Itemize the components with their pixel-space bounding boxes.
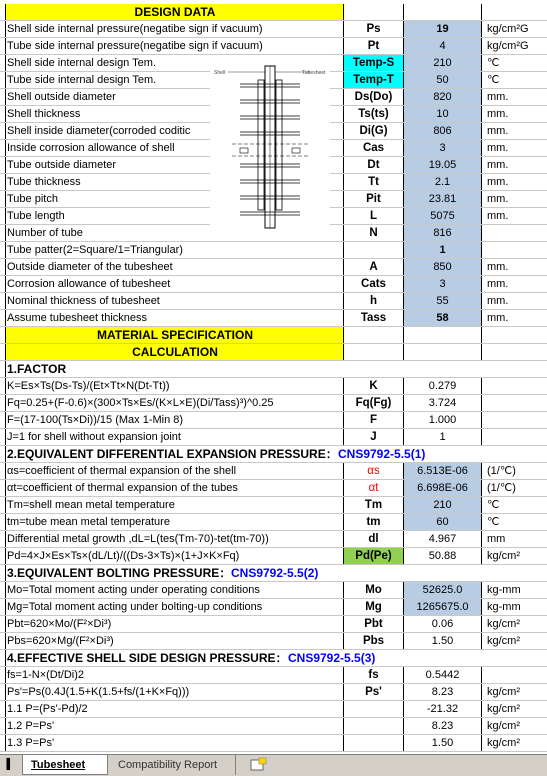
sheet-row [0, 361, 547, 378]
cell-unit[interactable]: ℃ [481, 55, 547, 71]
tubesheet-drawing [210, 62, 330, 232]
cell-unit[interactable] [481, 225, 547, 241]
cell-description[interactable]: Pbt=620×Mo/(F²×Di³) [5, 616, 343, 632]
cell-value[interactable]: 19.05 [403, 157, 481, 173]
cell-value[interactable]: 6.698E-06 [403, 480, 481, 496]
cell-symbol[interactable]: tm [343, 514, 403, 530]
cell-unit[interactable]: kg/cm² [481, 684, 547, 700]
cell-description[interactable]: Pbs=620×Mg/(F²×Di³) [5, 633, 343, 649]
cell-symbol[interactable]: h [343, 293, 403, 309]
drawing-label-tubesheet: Tubesheet [302, 70, 326, 76]
cell-value[interactable]: 0.5442 [403, 667, 481, 683]
cell-value[interactable]: 55 [403, 293, 481, 309]
cell-value[interactable]: 10 [403, 106, 481, 122]
cell-description[interactable]: Tube pitch [5, 191, 343, 207]
cell-value[interactable]: 1 [403, 429, 481, 445]
cell-symbol[interactable]: Dt [343, 157, 403, 173]
cell-value[interactable]: 8.23 [403, 684, 481, 700]
cell-description[interactable]: 4.EFFECTIVE SHELL SIDE DESIGN PRESSURE： [5, 650, 343, 666]
cell-description[interactable]: Tube side internal pressure(negatibe sign if vacuum) [5, 38, 343, 54]
sheet-row [0, 293, 547, 310]
cell-value[interactable] [403, 4, 481, 20]
sheet-row [0, 378, 547, 395]
cell-unit[interactable]: mm [481, 531, 547, 547]
cell-unit[interactable]: kg/cm² [481, 701, 547, 717]
cell-unit[interactable] [481, 667, 547, 683]
cell-value[interactable] [403, 344, 481, 360]
sheet-row [0, 4, 547, 21]
cell-unit[interactable]: mm. [481, 174, 547, 190]
sheet-row [0, 684, 547, 701]
cell-symbol[interactable] [343, 327, 403, 343]
cell-value[interactable]: 0.06 [403, 616, 481, 632]
cell-reference: CNS9792-5.5(1) [338, 447, 426, 461]
cell-symbol[interactable]: Temp-S [343, 55, 403, 71]
cell-symbol[interactable]: Ts(ts) [343, 106, 403, 122]
cell-value[interactable]: 5075 [403, 208, 481, 224]
cell-symbol[interactable]: Mg [343, 599, 403, 615]
sheet-row [0, 565, 547, 582]
cell-unit[interactable] [481, 395, 547, 411]
cell-value[interactable]: 3 [403, 140, 481, 156]
sheet-row [0, 463, 547, 480]
cell-description[interactable]: 1.1 P=(Ps'-Pd)/2 [5, 701, 343, 717]
cell-symbol[interactable] [343, 701, 403, 717]
cell-symbol[interactable]: Pt [343, 38, 403, 54]
cell-unit[interactable]: mm. [481, 259, 547, 275]
cell-unit[interactable]: kg/cm² [481, 616, 547, 632]
cell-symbol[interactable]: Pit [343, 191, 403, 207]
sheet-row [0, 599, 547, 616]
cell-value[interactable]: 58 [403, 310, 481, 326]
cell-description[interactable]: J=1 for shell without expansion joint [5, 429, 343, 445]
cell-description[interactable]: Tube length [5, 208, 343, 224]
cell-value[interactable]: 6.513E-06 [403, 463, 481, 479]
sheet-row [0, 310, 547, 327]
cell-symbol[interactable]: Tass [343, 310, 403, 326]
cell-value[interactable]: 820 [403, 89, 481, 105]
cell-description[interactable]: 1.FACTOR [5, 361, 343, 377]
sheet-tab-bar [0, 754, 547, 776]
cell-description[interactable]: fs=1-N×(Dt/Di)2 [5, 667, 343, 683]
cell-description[interactable]: Shell side internal design Tem. [5, 55, 343, 71]
cell-unit[interactable]: mm. [481, 208, 547, 224]
cell-symbol[interactable]: Cats [343, 276, 403, 292]
cell-description[interactable]: αt=coefficient of thermal expansion of the tubes [5, 480, 343, 496]
cell-symbol[interactable]: Temp-T [343, 72, 403, 88]
cell-description[interactable]: Fq=0.25+(F-0.6)×(300×Ts×Es/(K×L×E)(Di/Tass)³)^0.25 [5, 395, 343, 411]
cell-symbol[interactable]: F [343, 412, 403, 428]
cell-unit[interactable]: kg/cm² [481, 548, 547, 564]
cell-value[interactable]: 19 [403, 21, 481, 37]
tab-scroll-arrow-icon[interactable]: ▌ [6, 759, 14, 770]
sheet-row [0, 276, 547, 293]
cell-symbol[interactable]: Di(G) [343, 123, 403, 139]
cell-description[interactable]: Mg=Total moment acting under bolting-up conditions [5, 599, 343, 615]
cell-symbol[interactable]: Pd(Pe) [343, 548, 403, 564]
sheet-row [0, 446, 547, 463]
cell-description[interactable]: DESIGN DATA [5, 4, 343, 20]
cell-description[interactable]: Shell inside diameter(corroded coditic [5, 123, 343, 139]
cell-description[interactable]: CALCULATION [5, 344, 343, 360]
sheet-row [0, 531, 547, 548]
cell-unit[interactable]: kg/cm²G [481, 38, 547, 54]
cell-description[interactable]: 1.3 P=Ps' [5, 735, 343, 751]
cell-description[interactable]: Nominal thickness of tubesheet [5, 293, 343, 309]
cell-value[interactable]: 1265675.0 [403, 599, 481, 615]
cell-description[interactable]: Shell outside diameter [5, 89, 343, 105]
cell-symbol[interactable]: fs [343, 667, 403, 683]
cell-symbol[interactable]: A [343, 259, 403, 275]
cell-symbol[interactable]: Pbt [343, 616, 403, 632]
cell-symbol[interactable] [343, 4, 403, 20]
cell-symbol[interactable]: αs [343, 463, 403, 479]
sheet-row [0, 616, 547, 633]
drawing-label-shell: Shell [214, 70, 226, 76]
sheet-row [0, 735, 547, 752]
cell-unit[interactable]: mm. [481, 157, 547, 173]
sheet-row [0, 21, 547, 38]
sheet-row [0, 480, 547, 497]
cell-value[interactable]: 4.967 [403, 531, 481, 547]
sheet-row [0, 242, 547, 259]
cell-description[interactable]: Assume tubesheet thickness [5, 310, 343, 326]
sheet-row [0, 412, 547, 429]
cell-value[interactable]: 1.000 [403, 412, 481, 428]
cell-value[interactable]: 210 [403, 497, 481, 513]
cell-symbol[interactable]: Ps [343, 21, 403, 37]
cell-description[interactable]: Tube outside diameter [5, 157, 343, 173]
cell-unit[interactable] [481, 412, 547, 428]
cell-symbol[interactable]: L [343, 208, 403, 224]
cell-description[interactable]: Corrosion allowance of tubesheet [5, 276, 343, 292]
sheet-row [0, 701, 547, 718]
cell-description[interactable]: Tm=shell mean metal temperature [5, 497, 343, 513]
cell-value[interactable]: 60 [403, 514, 481, 530]
cell-unit[interactable]: mm. [481, 191, 547, 207]
cell-symbol[interactable] [343, 344, 403, 360]
cell-unit[interactable]: mm. [481, 293, 547, 309]
cell-description[interactable]: K=Es×Ts(Ds-Ts)/(Et×Tt×N(Dt-Tt)) [5, 378, 343, 394]
cell-unit[interactable]: mm. [481, 123, 547, 139]
cell-symbol[interactable]: Ps' [343, 684, 403, 700]
cell-value[interactable]: 1.50 [403, 735, 481, 751]
cell-unit[interactable]: kg-mm [481, 582, 547, 598]
cell-symbol[interactable]: Mo [343, 582, 403, 598]
cell-description[interactable]: 3.EQUIVALENT BOLTING PRESSURE： [5, 565, 343, 581]
cell-unit[interactable] [481, 327, 547, 343]
cell-description[interactable]: Mo=Total moment acting under operating conditions [5, 582, 343, 598]
sheet-row [0, 497, 547, 514]
cell-reference: CNS9792-5.5(3) [288, 651, 376, 665]
cell-description[interactable]: Outside diameter of the tubesheet [5, 259, 343, 275]
cell-value[interactable]: 816 [403, 225, 481, 241]
cell-unit[interactable] [481, 344, 547, 360]
cell-unit[interactable]: ℃ [481, 514, 547, 530]
cell-description[interactable]: Differential metal growth ,dL=L(tes(Tm-70)-tet(tm-70)) [5, 531, 343, 547]
cell-unit[interactable]: ℃ [481, 72, 547, 88]
cell-value[interactable]: 52625.0 [403, 582, 481, 598]
cell-value[interactable]: 8.23 [403, 718, 481, 734]
sheet-row [0, 667, 547, 684]
cell-symbol[interactable] [343, 242, 403, 258]
cell-unit[interactable]: kg/cm² [481, 633, 547, 649]
cell-description[interactable]: F=(17-100(Ts×Di))/15 (Max 1-Min 8) [5, 412, 343, 428]
tab-compatibility-report[interactable]: Compatibility Report [110, 755, 236, 775]
cell-value[interactable]: 0.279 [403, 378, 481, 394]
cell-symbol[interactable]: dl [343, 531, 403, 547]
cell-unit[interactable] [481, 378, 547, 394]
sheet-row [0, 633, 547, 650]
cell-value[interactable]: 50 [403, 72, 481, 88]
cell-value[interactable]: 806 [403, 123, 481, 139]
cell-symbol[interactable]: αt [343, 480, 403, 496]
sheet-row [0, 514, 547, 531]
cell-symbol[interactable]: Tt [343, 174, 403, 190]
cell-unit[interactable]: (1/℃) [481, 463, 547, 479]
cell-description[interactable]: Number of tube [5, 225, 343, 241]
cell-symbol[interactable]: Ds(Do) [343, 89, 403, 105]
cell-value[interactable]: 23.81 [403, 191, 481, 207]
cell-description[interactable]: Tube thickness [5, 174, 343, 190]
sheet-row [0, 344, 547, 361]
cell-value[interactable]: 850 [403, 259, 481, 275]
cell-description[interactable]: tm=tube mean metal temperature [5, 514, 343, 530]
cell-value[interactable]: 2.1 [403, 174, 481, 190]
cell-description[interactable]: Tube patter(2=Square/1=Triangular) [5, 242, 343, 258]
tab-tubesheet[interactable]: Tubesheet [22, 755, 108, 775]
sheet-row [0, 582, 547, 599]
cell-description[interactable]: Inside corrosion allowance of shell [5, 140, 343, 156]
cell-unit[interactable]: kg-mm [481, 599, 547, 615]
cell-unit[interactable]: (1/℃) [481, 480, 547, 496]
cell-description[interactable]: 1.2 P=Ps' [5, 718, 343, 734]
cell-description[interactable]: Shell side internal pressure(negatibe sign if vacuum) [5, 21, 343, 37]
cell-symbol[interactable]: Fq(Fg) [343, 395, 403, 411]
cell-unit[interactable] [481, 242, 547, 258]
cell-symbol[interactable]: Cas [343, 140, 403, 156]
cell-description[interactable]: MATERIAL SPECIFICATION [5, 327, 343, 343]
cell-symbol[interactable] [343, 735, 403, 751]
sheet-row [0, 395, 547, 412]
cell-value[interactable]: 3.724 [403, 395, 481, 411]
cell-value[interactable]: 1.50 [403, 633, 481, 649]
cell-symbol[interactable]: Pbs [343, 633, 403, 649]
cell-unit[interactable]: kg/cm²G [481, 21, 547, 37]
cell-value[interactable]: 4 [403, 38, 481, 54]
sheet-row [0, 718, 547, 735]
cell-unit[interactable] [481, 429, 547, 445]
cell-unit[interactable]: mm. [481, 310, 547, 326]
cell-unit[interactable] [481, 4, 547, 20]
cell-value[interactable]: 1 [403, 242, 481, 258]
sheet-row [0, 259, 547, 276]
cell-value[interactable]: 210 [403, 55, 481, 71]
cell-unit[interactable]: kg/cm² [481, 735, 547, 751]
cell-unit[interactable]: kg/cm² [481, 718, 547, 734]
cell-description[interactable]: αs=coefficient of thermal expansion of the shell [5, 463, 343, 479]
sheet-row [0, 650, 547, 667]
sheet-row [0, 327, 547, 344]
cell-description[interactable]: 2.EQUIVALENT DIFFERENTIAL EXPANSION PRESSURE： [5, 446, 343, 462]
cell-unit[interactable]: ℃ [481, 497, 547, 513]
sheet-row [0, 429, 547, 446]
cell-value[interactable]: 3 [403, 276, 481, 292]
cell-description[interactable]: Ps'=Ps(0.4J(1.5+K(1.5+fs/(1+K×Fq))) [5, 684, 343, 700]
sheet-row [0, 548, 547, 565]
cell-value[interactable]: -21.32 [403, 701, 481, 717]
cell-unit[interactable]: mm. [481, 106, 547, 122]
cell-symbol[interactable] [343, 718, 403, 734]
cell-value[interactable] [403, 327, 481, 343]
sheet-row [0, 38, 547, 55]
cell-value[interactable]: 50.88 [403, 548, 481, 564]
cell-reference: CNS9792-5.5(2) [231, 566, 319, 580]
cell-description[interactable]: Tube side internal design Tem. [5, 72, 343, 88]
cell-symbol[interactable]: K [343, 378, 403, 394]
cell-symbol[interactable]: J [343, 429, 403, 445]
cell-unit[interactable]: mm. [481, 89, 547, 105]
cell-description[interactable]: Shell thickness [5, 106, 343, 122]
insert-sheet-icon[interactable] [248, 757, 268, 773]
cell-symbol[interactable]: N [343, 225, 403, 241]
cell-symbol[interactable]: Tm [343, 497, 403, 513]
cell-description[interactable]: Pd=4×J×Es×Ts×(dL/Lt)/((Ds-3×Ts)×(1+J×K×Fq) [5, 548, 343, 564]
cell-unit[interactable]: mm. [481, 140, 547, 156]
cell-unit[interactable]: mm. [481, 276, 547, 292]
